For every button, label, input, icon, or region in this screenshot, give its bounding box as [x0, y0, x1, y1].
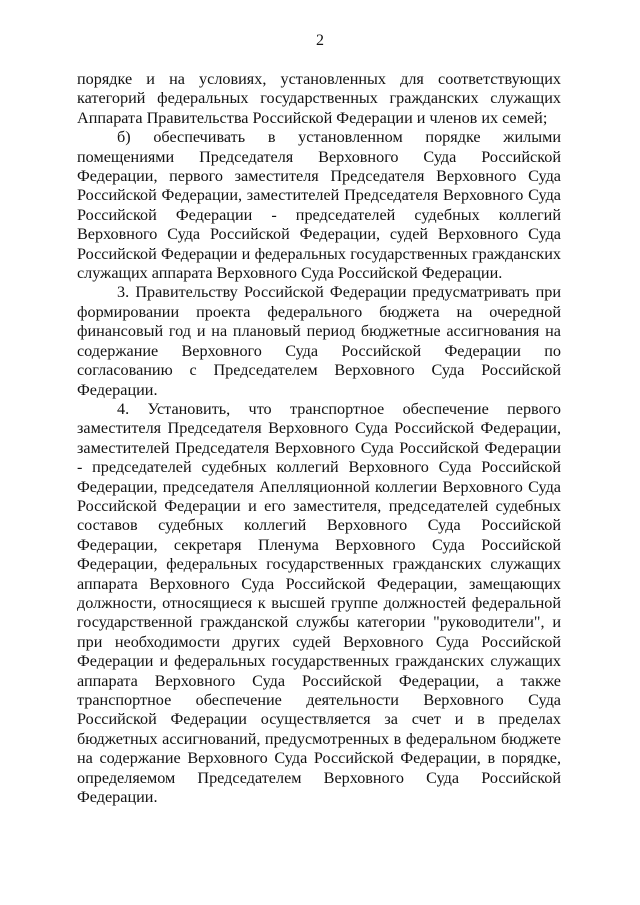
- paragraph-continuation: порядке и на условиях, установленных для соответствующих категорий федеральных государственных гражданских служащих Аппарата Правительства Российской Федерации и членов их семей;: [77, 70, 561, 127]
- paragraph-item-b: б) обеспечивать в установленном порядке жилыми помещениями Председателя Верховного Суда Российской Федерации, первого заместителя Председателя Верховного Суда Российской Федерации, заместителей Председателя Верховного Суда Российской Федерации - председателей судебных коллегий Верховного Суда Российской Федерации, судей Верховного Суда Российской Федерации и федеральных государственных гражданских служащих аппарата Верховного Суда Российской Федерации.: [77, 128, 561, 283]
- paragraph-3: 3. Правительству Российской Федерации предусматривать при формировании проекта федерального бюджета на очередной финансовый год и на плановый период бюджетные ассигнования на содержание Верховного Суда Российской Федерации по согласованию с Председателем Верховного Суда Российской Федерации.: [77, 283, 561, 399]
- paragraph-4: 4. Установить, что транспортное обеспечение первого заместителя Председателя Верховного Суда Российской Федерации, заместителей Председателя Верховного Суда Российской Федерации - председателей судебных коллегий Верховного Суда Российской Федерации, председателя Апелляционной коллегии Верховного Суда Российской Федерации и его заместителя, председателей судебных составов судебных коллегий Верховного Суда Российской Федерации, секретаря Пленума Верховного Суда Российской Федерации, федеральных государственных гражданских служащих аппарата Верховного Суда Российской Федерации, замещающих должности, относящиеся к высшей группе должностей федеральной государственной гражданской службы категории "руководители", и при необходимости других судей Верховного Суда Российской Федерации и федеральных государственных гражданских служащих аппарата Верховного Суда Российской Федерации, а также транспортное обеспечение деятельности Верховного Суда Российской Федерации осуществляется за счет и в пределах бюджетных ассигнований, предусмотренных в федеральном бюджете на содержание Верховного Суда Российской Федерации, в порядке, определяемом Председателем Верховного Суда Российской Федерации.: [77, 399, 561, 807]
- document-body: [77, 70, 561, 807]
- page-number: 2: [316, 32, 324, 49]
